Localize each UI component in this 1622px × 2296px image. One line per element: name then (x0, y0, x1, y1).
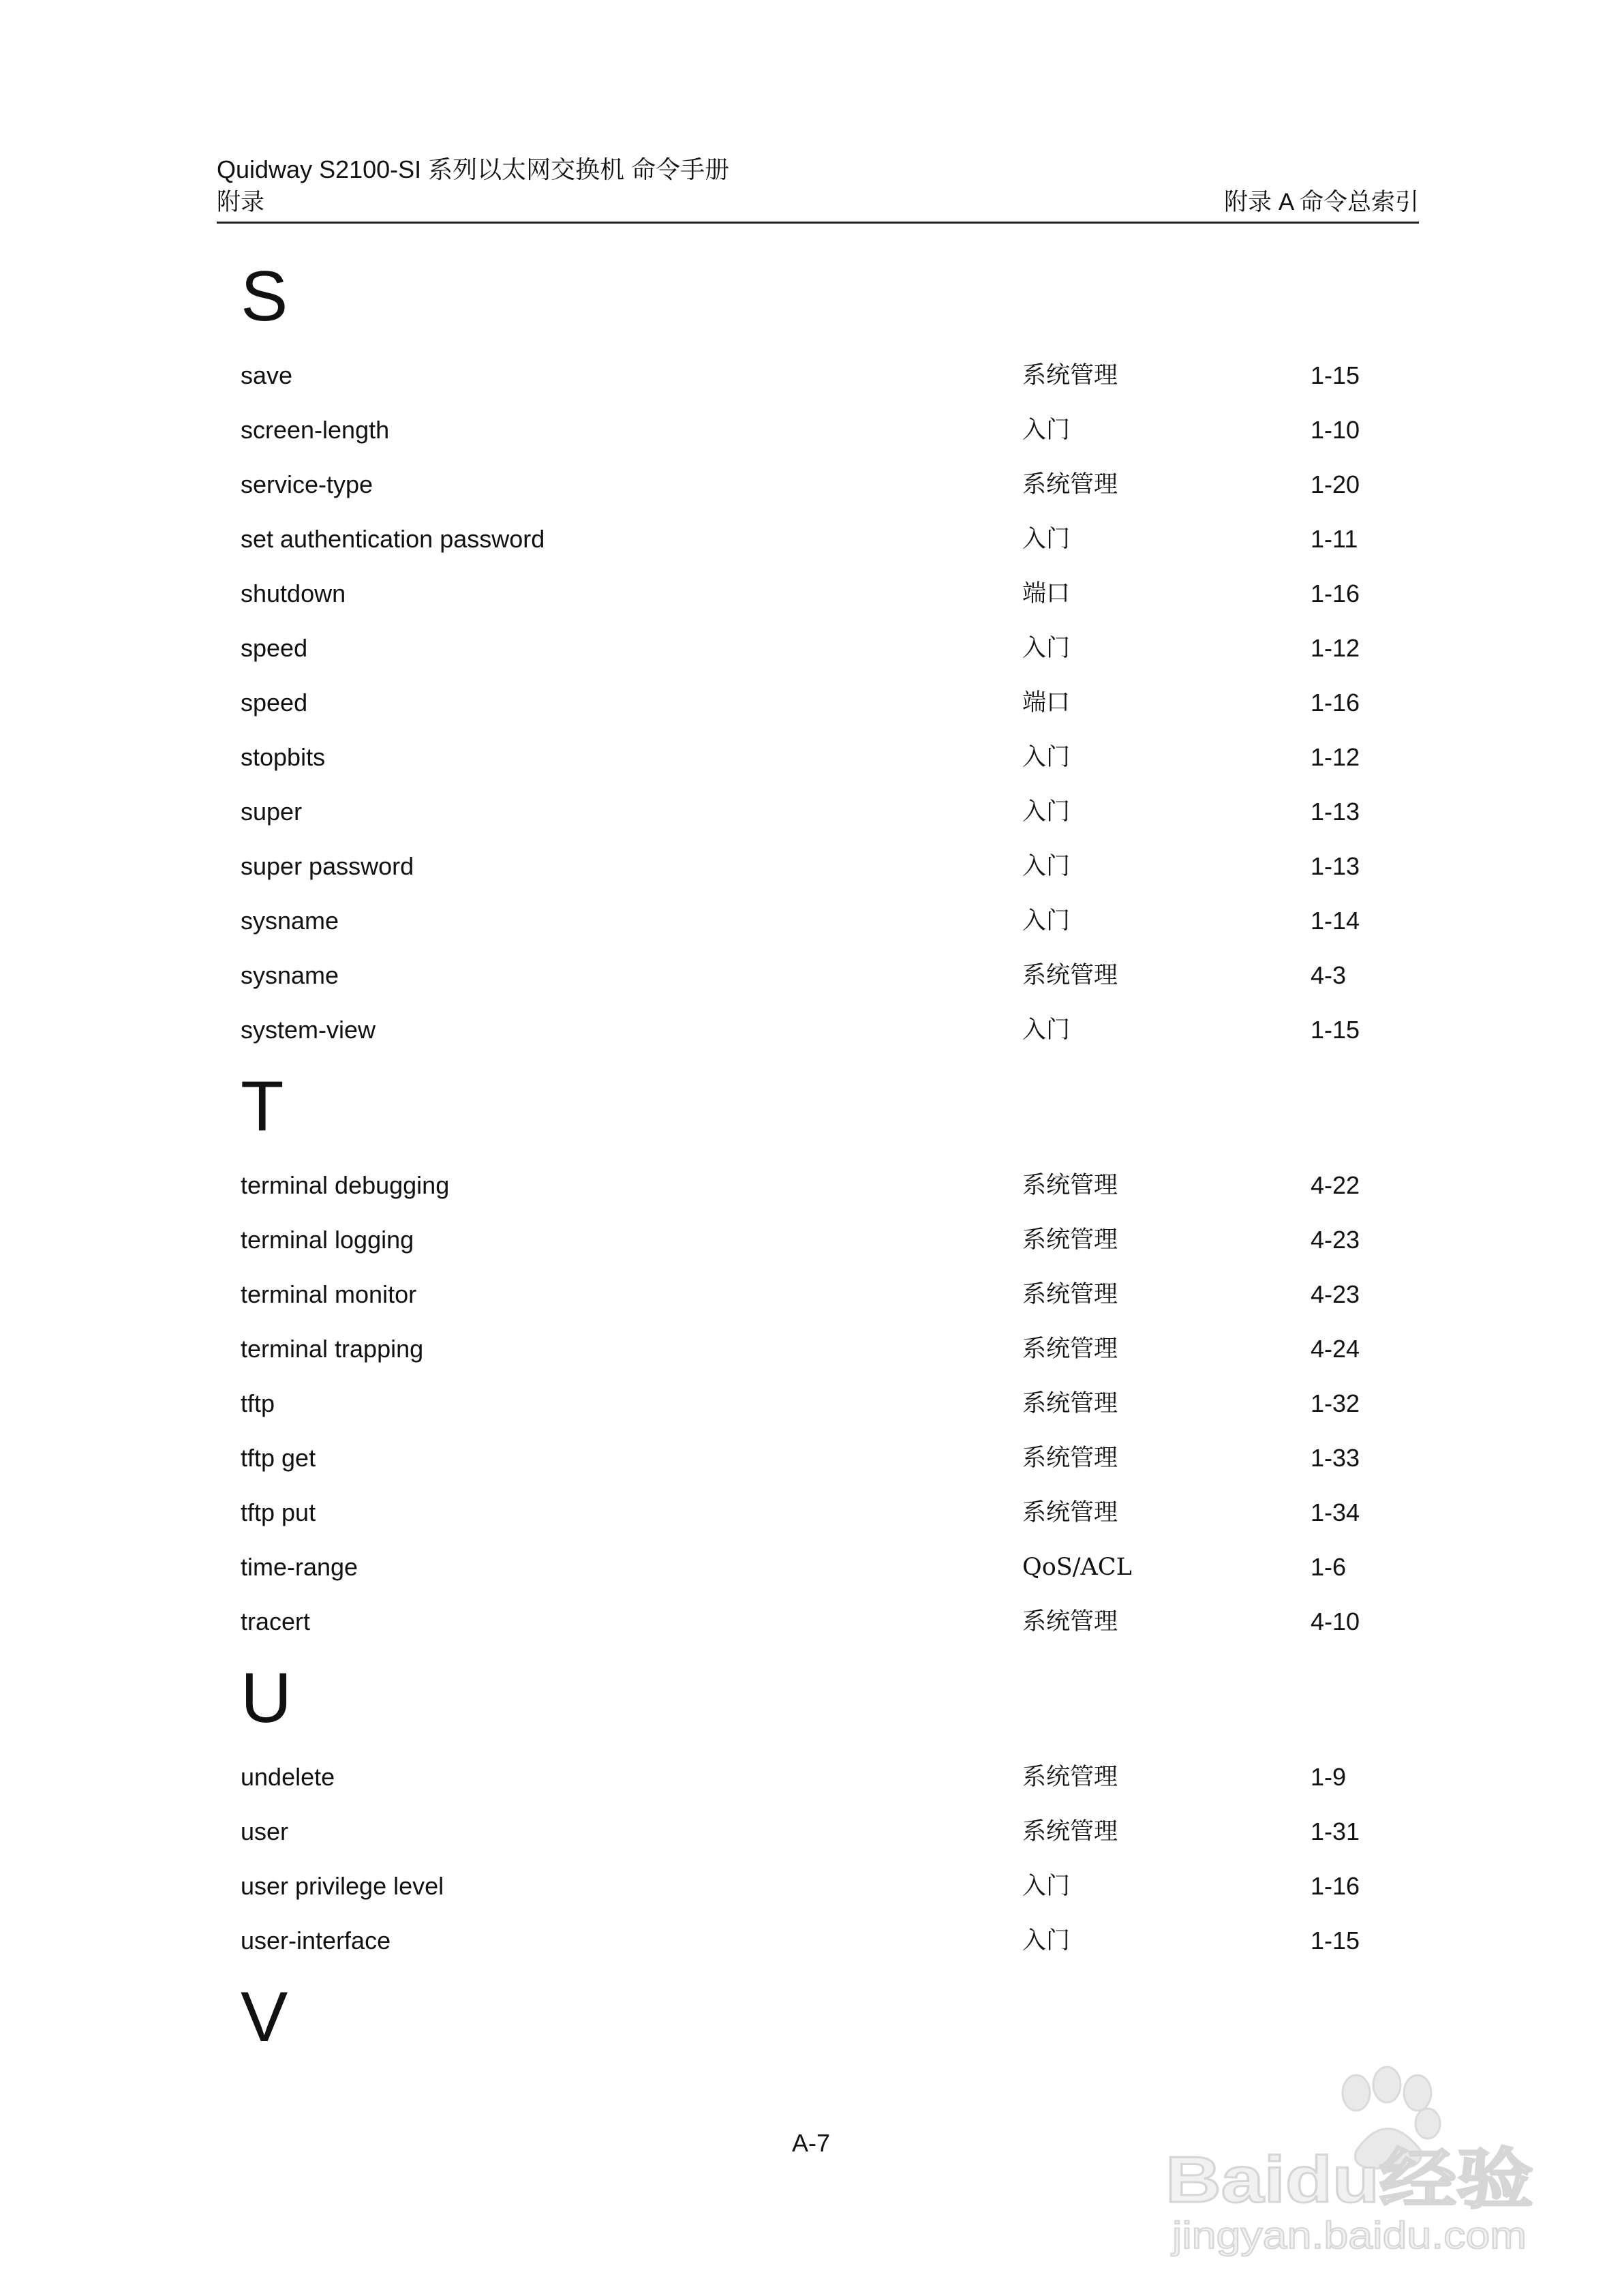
page-reference: 1-6 (1311, 1553, 1347, 1581)
page-reference: 1-16 (1311, 579, 1360, 607)
page-reference: 4-3 (1311, 961, 1347, 989)
module-name: 端口 (1022, 580, 1071, 607)
module-name: 系统管理 (1022, 1764, 1118, 1791)
command-name: user privilege level (241, 1872, 444, 1900)
section-entry-list (241, 1158, 1399, 1649)
index-entry-row (241, 1376, 1399, 1431)
module-name: 入门 (1022, 744, 1071, 771)
module-name: 系统管理 (1022, 1445, 1118, 1472)
command-name: tftp put (241, 1498, 316, 1526)
command-name: terminal debugging (241, 1171, 450, 1199)
module-name: 入门 (1022, 853, 1071, 880)
page-reference: 1-32 (1311, 1389, 1360, 1417)
module-name: 端口 (1022, 689, 1071, 716)
command-name: sysname (241, 907, 339, 935)
page-reference: 1-31 (1311, 1817, 1360, 1845)
command-name: undelete (241, 1763, 335, 1791)
section-entry-list (241, 348, 1399, 1057)
page-reference: 4-10 (1311, 1607, 1360, 1635)
index-entry-row (241, 1914, 1399, 1968)
module-name: 入门 (1022, 635, 1071, 662)
command-name: system-view (241, 1016, 376, 1044)
module-name: 系统管理 (1022, 1335, 1118, 1363)
module-name: QoS/ACL (1022, 1554, 1132, 1581)
page-reference: 1-13 (1311, 798, 1360, 826)
page-reference: 1-12 (1311, 634, 1360, 662)
index-entry-row (241, 1804, 1399, 1859)
watermark-brand: Baidu经验 (1165, 2143, 1533, 2216)
index-entry-row (241, 1213, 1399, 1267)
command-index (241, 256, 1399, 2069)
module-name: 系统管理 (1022, 962, 1118, 989)
command-name: super password (241, 852, 414, 880)
command-name: super (241, 798, 303, 826)
module-name: 系统管理 (1022, 471, 1118, 498)
header-left-label: 附录 (217, 189, 265, 216)
command-name: service-type (241, 470, 373, 498)
command-name: tracert (241, 1607, 311, 1635)
module-name: 系统管理 (1022, 1281, 1118, 1308)
module-name: 系统管理 (1022, 1172, 1118, 1199)
section-letter: U (241, 1659, 292, 1738)
index-entry-row (241, 676, 1399, 730)
command-name: terminal logging (241, 1226, 414, 1254)
index-entry-row (241, 403, 1399, 457)
module-name: 系统管理 (1022, 1818, 1118, 1845)
index-entry-row (241, 1003, 1399, 1057)
index-entry-row (241, 512, 1399, 567)
command-name: time-range (241, 1553, 358, 1581)
page-reference: 4-23 (1311, 1280, 1360, 1308)
page-reference: 4-22 (1311, 1171, 1360, 1199)
command-name: user-interface (241, 1927, 391, 1954)
module-name: 系统管理 (1022, 1608, 1118, 1635)
index-entry-row (241, 1859, 1399, 1914)
baidu-jingyan-watermark (1152, 2059, 1554, 2263)
module-name: 系统管理 (1022, 1499, 1118, 1526)
page-reference: 1-9 (1311, 1763, 1347, 1791)
page-reference: 1-33 (1311, 1444, 1360, 1472)
page-reference: 1-34 (1311, 1498, 1360, 1526)
command-name: tftp (241, 1389, 275, 1417)
index-entry-row (241, 567, 1399, 621)
index-entry-row (241, 839, 1399, 894)
page-number: A-7 (791, 2129, 831, 2157)
page-reference: 1-10 (1311, 416, 1360, 444)
command-name: terminal trapping (241, 1335, 424, 1363)
section-entry-list (241, 1750, 1399, 1968)
module-name: 系统管理 (1022, 1226, 1118, 1254)
section-letter: S (241, 257, 288, 336)
command-name: speed (241, 634, 308, 662)
index-entry-row (241, 1485, 1399, 1540)
page-reference: 1-11 (1311, 525, 1358, 553)
index-entry-row (241, 1540, 1399, 1595)
page-header (217, 153, 1419, 224)
page-reference: 1-20 (1311, 470, 1360, 498)
page-reference: 1-16 (1311, 689, 1360, 716)
index-entry-row (241, 457, 1399, 512)
module-name: 入门 (1022, 907, 1071, 935)
command-name: save (241, 361, 293, 389)
header-right-label: 附录 A 命令总索引 (1224, 189, 1419, 215)
command-name: speed (241, 689, 308, 716)
page-reference: 1-14 (1311, 907, 1360, 935)
page-reference: 4-24 (1311, 1335, 1360, 1363)
module-name: 系统管理 (1022, 362, 1118, 389)
index-entry-row (241, 730, 1399, 785)
command-name: user (241, 1817, 289, 1845)
document-title: Quidway S2100-SI 系列以太网交换机 命令手册 (217, 155, 730, 183)
command-name: terminal monitor (241, 1280, 417, 1308)
page-reference: 1-16 (1311, 1872, 1360, 1900)
page-reference: 1-12 (1311, 743, 1360, 771)
page-reference: 1-15 (1311, 361, 1360, 389)
page-reference: 1-13 (1311, 852, 1360, 880)
command-name: set authentication password (241, 525, 545, 553)
module-name: 入门 (1022, 1016, 1071, 1044)
command-name: screen-length (241, 416, 390, 444)
command-name: sysname (241, 961, 339, 989)
page-reference: 1-15 (1311, 1016, 1360, 1044)
index-entry-row (241, 1431, 1399, 1485)
page-reference: 1-15 (1311, 1927, 1360, 1954)
section-letter: T (241, 1067, 284, 1146)
command-name: stopbits (241, 743, 326, 771)
index-entry-row (241, 348, 1399, 403)
index-entry-row (241, 1267, 1399, 1322)
index-entry-row (241, 948, 1399, 1003)
module-name: 入门 (1022, 798, 1071, 826)
command-name: tftp get (241, 1444, 316, 1472)
index-entry-row (241, 894, 1399, 948)
index-entry-row (241, 1595, 1399, 1649)
index-entry-row (241, 1158, 1399, 1213)
index-entry-row (241, 621, 1399, 676)
command-name: shutdown (241, 579, 346, 607)
page-reference: 4-23 (1311, 1226, 1360, 1254)
module-name: 入门 (1022, 1873, 1071, 1900)
module-name: 入门 (1022, 1927, 1071, 1954)
module-name: 入门 (1022, 417, 1071, 444)
index-entry-row (241, 1750, 1399, 1804)
module-name: 系统管理 (1022, 1390, 1118, 1417)
module-name: 入门 (1022, 526, 1071, 553)
watermark-url: jingyan.baidu.com (1170, 2214, 1527, 2256)
section-letter: V (241, 1978, 288, 2057)
index-entry-row (241, 785, 1399, 839)
index-entry-row (241, 1322, 1399, 1376)
